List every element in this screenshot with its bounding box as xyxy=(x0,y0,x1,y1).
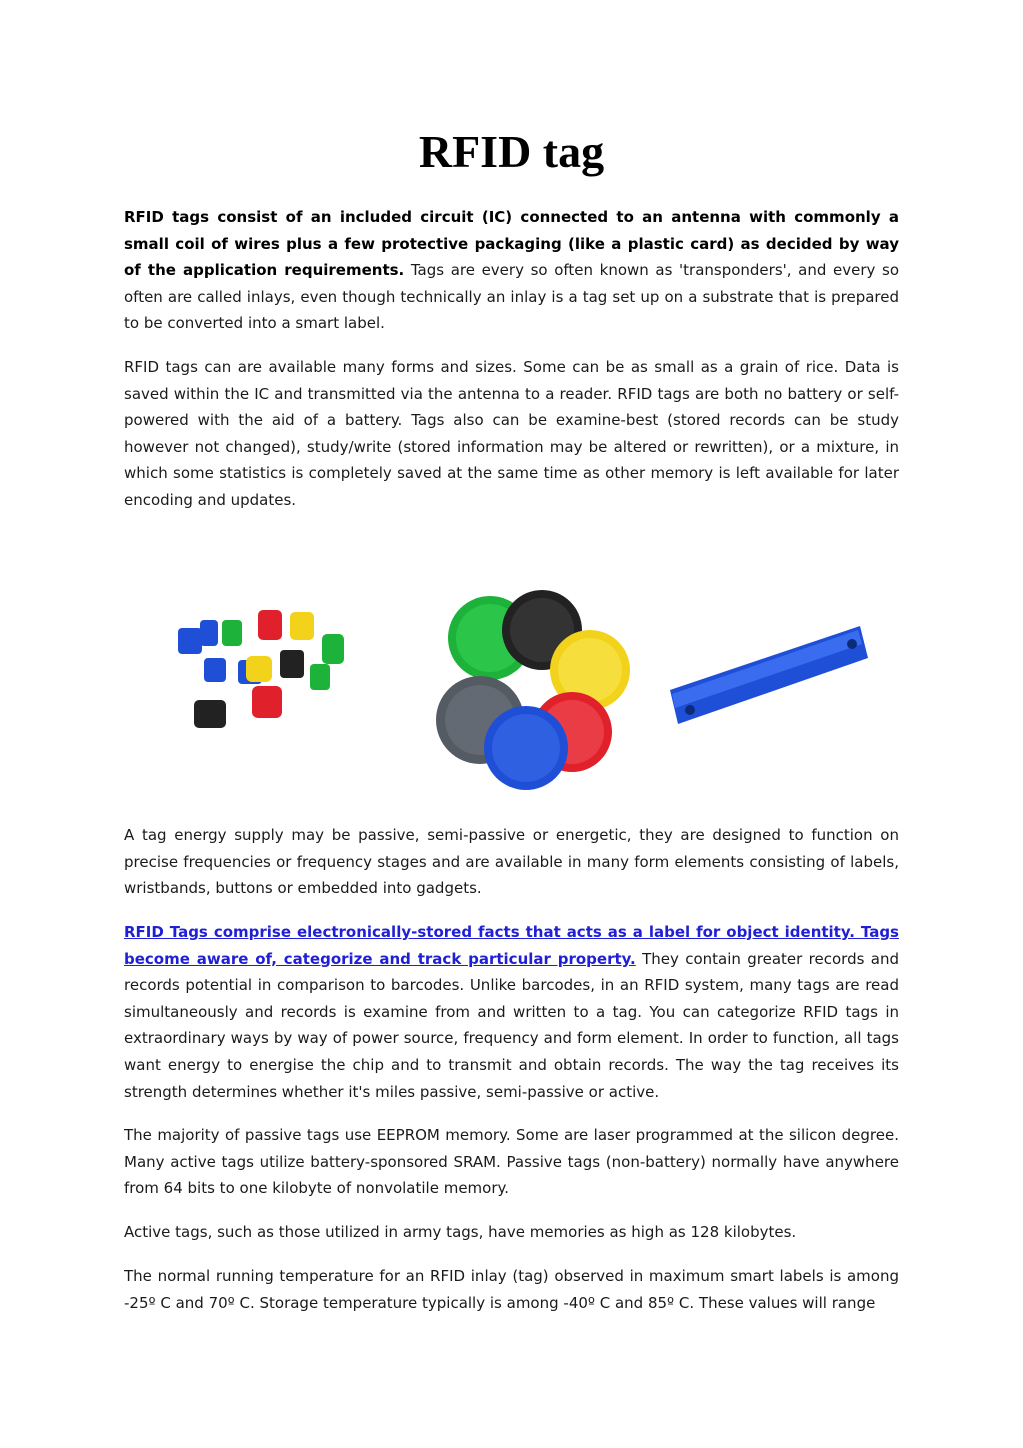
intro-text: Tags are every so often known as 'transponders', and every so often are called inlays, even though technically an inlay is a tag set up on a substrate that is prepared to be converted into a smart label. xyxy=(124,261,899,333)
page-title: RFID tag xyxy=(418,126,605,177)
identity-text: They contain greater records and records potential in comparison to barcodes. Unlike barcodes, in an RFID system, many tags are read simultaneously and records is examine from and written to a tag. You can categorize RFID tags in extraordinary ways by way of power source, frequency and form element. In order to function, all tags want energy to energise the chip and to transmit and obtain records. The way the tag receives its strength determines whether it's miles passive, semi-passive or active. xyxy=(124,949,899,1101)
rfid-tags-illustration xyxy=(160,560,880,800)
paragraph-active-tags: Active tags, such as those utilized in army tags, have memories as high as 128 kilobytes. xyxy=(124,1223,797,1241)
paragraph-temperature: The normal running temperature for an RFID inlay (tag) observed in maximum smart labels is among -25º C and 70º C. Storage temperature typically is among -40º C and 85º C. These values will range xyxy=(124,1267,899,1312)
paragraph-identity xyxy=(124,919,899,1105)
intro-bold-text: RFID tags consist of an included circuit (IC) connected to an antenna with commonly a small coil of wires plus a few protective packaging (like a plastic card) as decided by way of the application requirements. xyxy=(124,208,899,280)
rfid-tags-photo xyxy=(160,560,880,800)
paragraph-intro xyxy=(124,204,899,337)
paragraph-forms: RFID tags can are available many forms and sizes. Some can be as small as a grain of rice. Data is saved within the IC and transmitted via the antenna to a reader. RFID tags are both no battery or self-powered with the aid of a battery. Tags also can be examine-best (stored records can be study however not changed), study/write (stored information may be altered or rewritten), or a mixture, in which some statistics is completely saved at the same time as other memory is left available for later encoding and updates. xyxy=(124,358,899,509)
blue-bar-tag xyxy=(670,626,868,724)
keyfob-tags xyxy=(436,590,630,790)
paragraph-energy: A tag energy supply may be passive, semi-passive or energetic, they are designed to function on precise frequencies or frequency stages and are available in many form elements consisting of labels, wristbands, buttons or embedded into gadgets. xyxy=(124,826,899,898)
rfid-tags-link[interactable]: RFID Tags comprise electronically-stored facts that acts as a label for object identity. Tags become aware of, categorize and track particular property. xyxy=(124,923,899,968)
paragraph-memory: The majority of passive tags use EEPROM memory. Some are laser programmed at the silicon degree. Many active tags utilize battery-sponsored SRAM. Passive tags (non-battery) normally have anywhere from 64 bits to one kilobyte of nonvolatile memory. xyxy=(124,1126,899,1198)
leg-ring-tags xyxy=(178,610,344,728)
